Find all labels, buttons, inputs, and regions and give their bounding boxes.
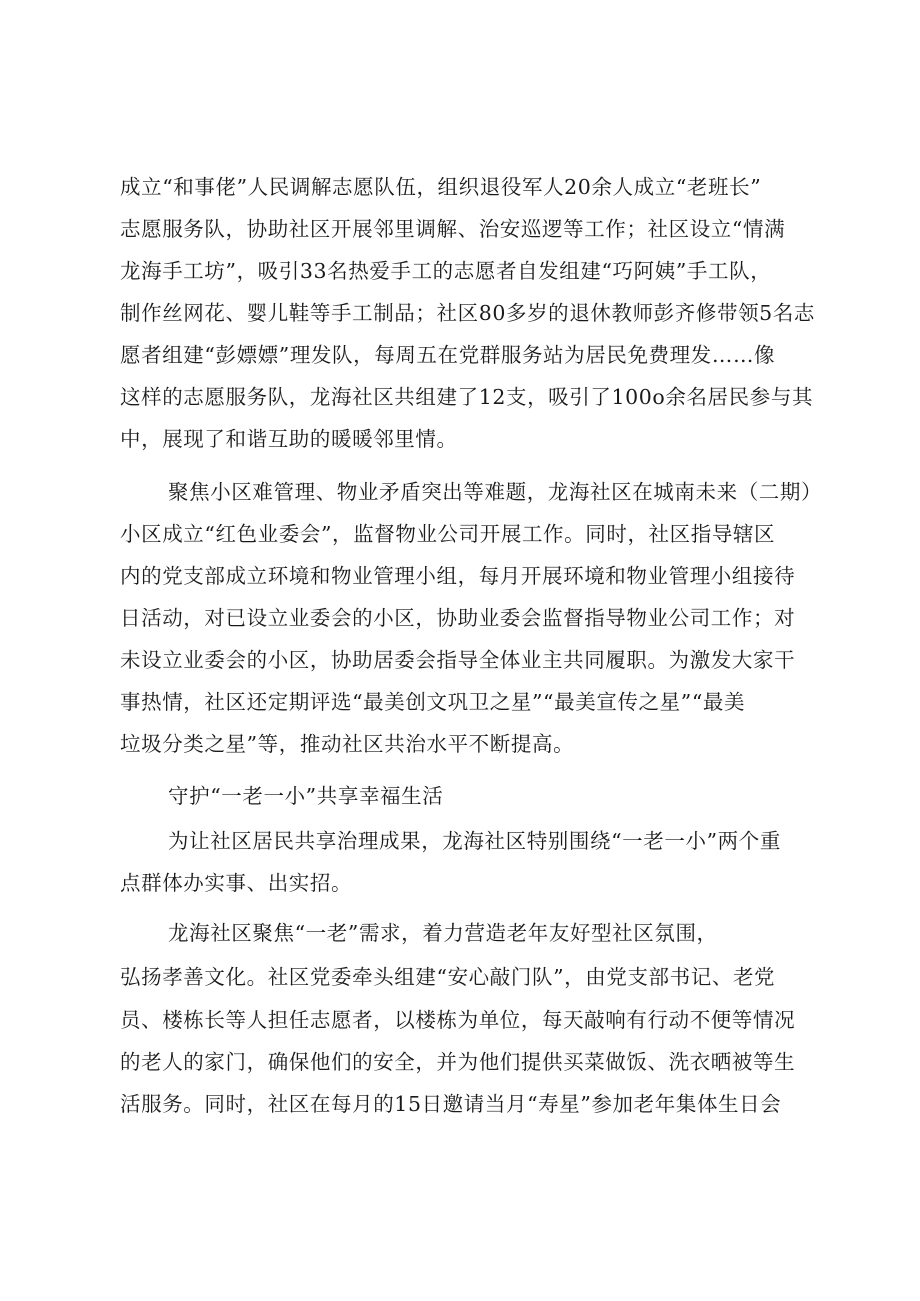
paragraph-4-line-2: 弘扬孝善文化。社区党委牵头组建“安心敲门队”，由党支部书记、老党 [120,965,776,989]
paragraph-2-line-7: 垃圾分类之星”等，推动社区共治水平不断提高。 [120,732,575,756]
paragraph-1-line-7: 中，展现了和谐互助的暖暖邻里情。 [120,427,458,451]
paragraph-3-line-1: 为让社区居民共享治理成果，龙海社区特别围绕“一老一小”两个重 [168,829,781,853]
paragraph-1-line-4: 制作丝网花、婴儿鞋等手工制品；社区80多岁的退休教师彭齐修带领5名志 [120,301,816,325]
paragraph-4-line-4: 的老人的家门，确保他们的安全，并为他们提供买菜做饭、洗衣晒被等生 [120,1050,796,1074]
paragraph-1-line-1: 成立“和事佬”人民调解志愿队伍，组织退役军人20余人成立“老班长” [120,175,762,199]
paragraph-1-line-6: 这样的志愿服务队，龙海社区共组建了12支，吸引了100o余名居民参与其 [120,385,814,409]
paragraph-1-line-5: 愿者组建“彭嫖嫖”理发队，每周五在党群服务站为居民免费理发……像 [120,343,776,367]
paragraph-3-line-2: 点群体办实事、出实招。 [120,871,353,895]
paragraph-2-line-1: 聚焦小区难管理、物业矛盾突出等难题，龙海社区在城南未来（二期） [168,480,823,504]
paragraph-1-line-3: 龙海手工坊”，吸引33名热爱手工的志愿者自发组建“巧阿姨”手工队， [120,259,772,283]
paragraph-2-line-5: 未设立业委会的小区，协助居委会指导全体业主共同履职。为激发大家干 [120,648,796,672]
paragraph-2-line-2: 小区成立“红色业委会”，监督物业公司开展工作。同时，社区指导辖区 [120,522,776,546]
paragraph-4-line-5: 活服务。同时，社区在每月的15日邀请当月“寿星”参加老年集体生日会 [120,1092,782,1116]
paragraph-4-line-3: 员、楼栋长等人担任志愿者，以楼栋为单位，每天敲响有行动不便等情况 [120,1008,796,1032]
section-heading: 守护“一老一小”共享幸福生活 [168,784,444,808]
paragraph-2-line-3: 内的党支部成立环境和物业管理小组，每月开展环境和物业管理小组接待 [120,564,796,588]
paragraph-1-line-2: 志愿服务队，协助社区开展邻里调解、治安巡逻等工作；社区设立“情满 [120,217,786,241]
paragraph-2-line-4: 日活动，对已设立业委会的小区，协助业委会监督指导物业公司工作；对 [120,606,796,630]
paragraph-4-line-1: 龙海社区聚焦“一老”需求，着力营造老年友好型社区氛围， [168,921,718,945]
paragraph-2-line-6: 事热情，社区还定期评选“最美创文巩卫之星”“最美宣传之星”“最美 [120,690,746,714]
